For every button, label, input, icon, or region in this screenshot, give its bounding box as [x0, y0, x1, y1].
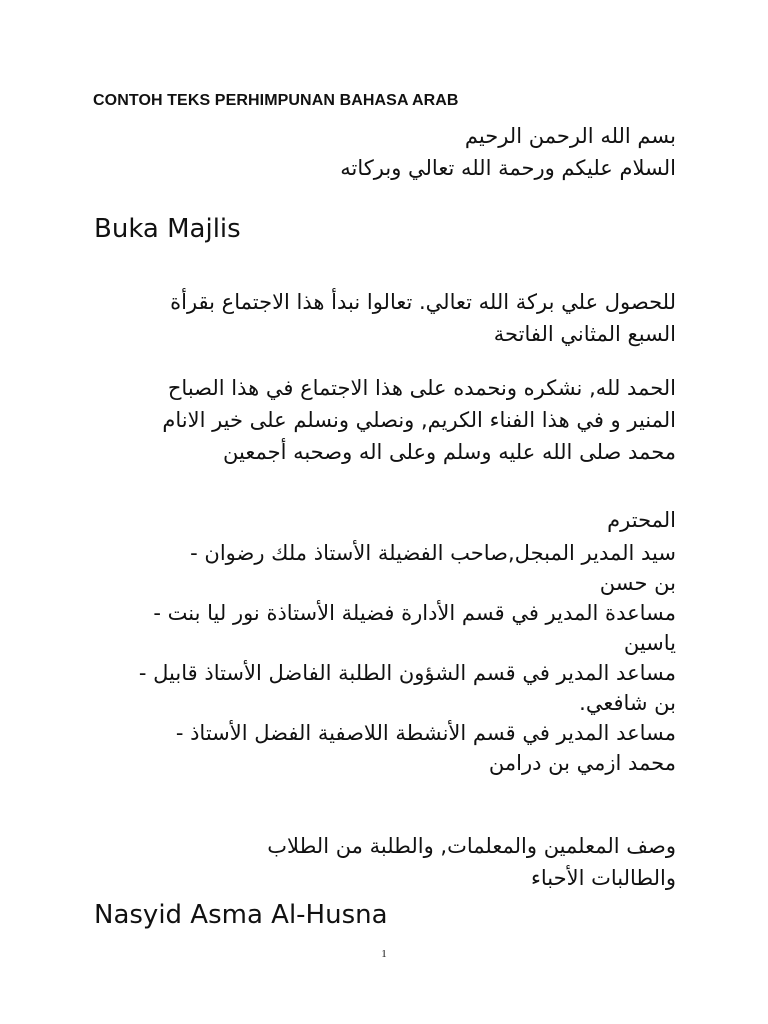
honorific-line: مساعد المدير في قسم الشؤون الطلبة الفاضل الأستاذ قابيل - — [138, 661, 676, 685]
praise-paragraph — [76, 372, 676, 468]
greeting-block — [76, 120, 676, 184]
honorifics-list — [76, 538, 676, 778]
page-number: 1 — [381, 948, 387, 960]
honorific-line: محمد ازمي بن درامن — [488, 751, 676, 775]
praise-line-1: الحمد لله, نشكره ونحمده على هذا الاجتماع في هذا الصباح — [167, 376, 676, 400]
document-title: CONTOH TEKS PERHIMPUNAN BAHASA ARAB — [93, 92, 459, 109]
honorific-line: مساعد المدير في قسم الأنشطة اللاصفية الفضل الأستاذ - — [175, 721, 676, 745]
praise-line-3: محمد صلى الله عليه وسلم وعلى اله وصحبه أجمعين — [223, 440, 676, 464]
honorific-line: بن شافعي. — [579, 691, 676, 715]
honorific-line: بن حسن — [599, 571, 676, 595]
honorific-line: مساعدة المدير في قسم الأدارة فضيلة الأستاذة نور ليا بنت - — [153, 601, 676, 625]
audience-block — [76, 830, 676, 894]
basmala-line: بسم الله الرحمن الرحيم — [464, 124, 676, 148]
opening-line-2: السبع المثاني الفاتحة — [493, 322, 676, 346]
section-heading-buka-majlis: Buka Majlis — [94, 214, 241, 244]
opening-line-1: للحصول علي بركة الله تعالي. تعالوا نبدأ هذا الاجتماع بقرأة — [170, 290, 676, 314]
honorific-line: سيد المدير المبجل,صاحب الفضيلة الأستاذ ملك رضوان - — [190, 541, 676, 565]
audience-line-1: وصف المعلمين والمعلمات, والطلبة من الطلاب — [267, 834, 676, 858]
audience-line-2: والطالبات الأحباء — [531, 866, 676, 890]
opening-paragraph — [76, 286, 676, 350]
salam-line: السلام عليكم ورحمة الله تعالي وبركاته — [340, 156, 676, 180]
section-heading-nasyid: Nasyid Asma Al-Husna — [94, 900, 388, 930]
praise-line-2: المنير و في هذا الفناء الكريم, ونصلي ونسلم على خير الانام — [162, 408, 676, 432]
honorifics-heading: المحترم — [607, 508, 676, 532]
honorific-line: ياسين — [623, 631, 676, 655]
